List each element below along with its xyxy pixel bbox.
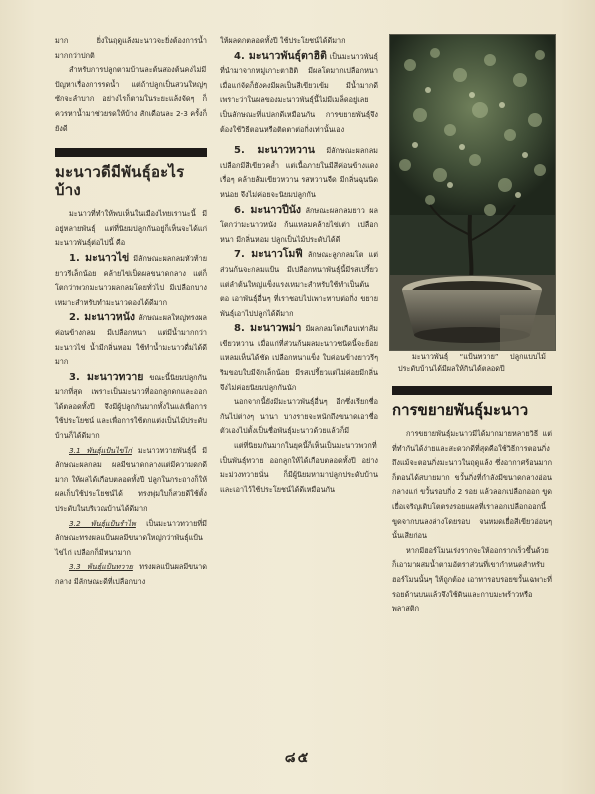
paragraph: มาก ยิ่งในฤดูแล้งมะนาวจะยิ่งต้องการน้ำมากกว่าปกติ bbox=[55, 36, 207, 60]
column-left bbox=[55, 34, 207, 590]
variety-8: 8. มะนาวพม่า มีผลกลมโตเกือบเท่าส้มเขียวหวาน เมื่อแก่ที่ส่วนก้นผลมะนาวชนิดนี้จะย้อยแหลมเห็นได้ชัด เปลือกหนาแข็ง ใบค่อนข้างยาวรีๆ ริมขอบใบมีจักเล็กน้อย มีรสเปรี้ยวแต่ไม่ค่อยมีกลิ่น จึงไม่ค่อยนิยมปลูกกันนัก bbox=[220, 322, 378, 392]
paragraph: ให้ผลดกตลอดทั้งปี ใช้ประโยชน์ได้ดีมาก bbox=[220, 36, 346, 45]
subvariety-3-1: 3.1 พันธุ์แป้นไข่ไก่ มะนาวทวายพันธุ์นี้ มีลักษณะผลกลม ผลมีขนาดกลางแต่มีความดกดีมาก ให้ผลได้เกือบตลอดทั้งปี ปลูกในกระถางก็ให้ผลเก็บใช้ประโยชน์ได้ ทรงพุ่มใบก็สวยดีใช้ตั้งประดับในบริเวณบ้านได้ดีมาก bbox=[55, 445, 208, 514]
variety-title: 8. มะนาวพม่า bbox=[234, 322, 302, 335]
column-middle bbox=[220, 34, 378, 497]
page-number: ๘๕ bbox=[284, 750, 311, 766]
section-heading: การขยายพันธุ์มะนาว bbox=[392, 401, 529, 419]
column-right bbox=[392, 34, 552, 617]
variety-2: 2. มะนาวหนัง ลักษณะผลใหญ่ทรงผลค่อนข้างกลม มีเปลือกหนา แต่มีน้ำมากกว่ามะนาวไข่ น้ำมีกลิ่นหอม ใช้ทำน้ำมะนาวดื่มได้ดีมาก bbox=[55, 311, 207, 367]
paragraph: นอกจากนี้ยังมีมะนาวพันธุ์อื่นๆ อีกซึ่งเรียกชื่อกันไปต่างๆ นานา บางรายจะหนักถึงขนาดเอาชื่อตัวเองไปตั้งเป็นชื่อพันธุ์มะนาวด้วยแล้วก็มี bbox=[220, 397, 378, 436]
section-heading: มะนาวดีมีพันธุ์อะไรบ้าง bbox=[55, 163, 185, 200]
paragraph: การขยายพันธุ์มะนาวมีได้มากมายหลายวิธี แต่ที่ทำกันได้ง่ายและสะดวกดีที่สุดคือใช้วิธีการตอนกิ่ง ถึงแม้จะตอนกิ่งมะนาวในฤดูแล้ง ซึ่งอากาศร้อนมากก็ตอนได้สบายมาก ขวั้นกิ่งที่กำลังมีขนาดกลางอ่อนกลางแก่ ขวั้นรอบกิ่ง 2 รอย แล้วลอกเปลือกออก ขูดเยื่อเจริญเติบโตตรงรอยแผลที่เราลอกเปลือกออกนี้ ขูดจากบนลงล่างโดยรอบ จนหมดเยื่อสีเขียวอ่อนๆ นั้นเสียก่อน bbox=[392, 429, 552, 541]
paragraph: มะนาวที่ทำให้พบเห็นในเมืองไทยเรานะนี้ มีอยู่หลายพันธุ์ แต่ที่นิยมปลูกกันอยู่ก็เห็นจะได้แก่มะนาวพันธุ์ต่อไปนี้ คือ bbox=[55, 209, 207, 248]
variety-title: 5. มะนาวหวาน bbox=[234, 144, 315, 157]
variety-title: 6. มะนาวปีนัง bbox=[234, 203, 302, 216]
variety-7: 7. มะนาวโมฟี ลักษณะลูกกลมโต แต่ส่วนก้นจะกลมแป้น มีเปลือกหนาพันธุ์นี้มีรสเปรี้ยว แต่ลำต้นใหญ่แข็งแรงเหมาะสำหรับใช้ทำเป็นต้นตอ เอาพันธุ์อื่นๆ ที่เราชอบไปเพาะทาบต่อกิ่ง ขยายพันธุ์เอาไปปลูกได้ดีมาก bbox=[220, 248, 378, 318]
variety-title: 7. มะนาวโมฟี bbox=[234, 248, 303, 261]
variety-3: 3. มะนาวทวาย ขณะนี้นิยมปลูกกันมากที่สุด เพราะเป็นมะนาวที่ออกลูกดกและออกได้ตลอดทั้งปี จึงมีผู้ปลูกกันมากทั้งในแง่เพื่อการใช้ประโยชน์ และเพื่อการใช้ตกแต่งเป็นไม้ประดับบ้านก็ได้ดีมาก bbox=[55, 370, 207, 441]
lime-tree-photo bbox=[389, 34, 556, 351]
variety-4: 4. มะนาวพันธุ์ตาฮิติ เป็นมะนาวพันธุ์ที่นำมาจากหมู่เกาะตาฮิติ มีผลโตมากเปลือกหนา เมื่อแก่จัดก็ยังคงมีผลเป็นสีเขียวเข้ม มีน้ำมากดี เพราะว่าในผลของมะนาวพันธุ์นี้ไม่มีเมล็ดอยู่เลย เป็นลักษณะที่แปลกดีเหมือนกัน การขยายพันธุ์จึงต้องใช้วิธีตอนหรือติดตาต่อกิ่งเท่านั้นเอง bbox=[220, 49, 378, 134]
variety-6: 6. มะนาวปีนัง ลักษณะผลกลมยาว ผลโตกว่ามะนาวหนัง ก้นแหลมคล้ายไข่เต่า เปลือกหนา มีกลิ่นหอม ปลูกเป็นไม้ประดับได้ดี bbox=[220, 203, 379, 244]
variety-title: 2. มะนาวหนัง bbox=[69, 311, 136, 324]
subvariety-3-2: 3.2 พันธุ์แป้นรำไพ เป็นมะนาวทวายที่มีลักษณะทรงผลแป้นผลมีขนาดใหญ่กว่าพันธุ์แป้นไข่ไก่ เปลือกก็มีหนามาก bbox=[55, 518, 207, 557]
section-divider-bar bbox=[392, 386, 552, 395]
subvariety-3-3: 3.3 พันธุ์แป้นทวาย ทรงผลแป้นผลมีขนาดกลาง มีลักษณะดีที่เปลือกบาง bbox=[55, 562, 207, 586]
variety-title: 4. มะนาวพันธุ์ตาฮิติ bbox=[234, 49, 327, 62]
paragraph: หากมีฮอร์โมนเร่งรากจะให้ออกรากเร็วขึ้นด้วย ก็เอามาผสมน้ำตามอัตราส่วนที่เขากำหนดสำหรับฮอร์โมนนั้นๆ ให้ถูกต้อง เอาทารอบรอยขวั้นเฉพาะที่รอยด้านบนแล้วจึงใช้ดินและกาบมะพร้าวหรือพลาสติก bbox=[392, 545, 552, 614]
section-divider-bar bbox=[55, 148, 207, 157]
variety-5: 5. มะนาวหวาน มีลักษณะผลกลม เปลือกมีสีเขียวคล้ำ แต่เนื้อภายในมีสีค่อนข้างแดงเรื่อๆ คล้ายส้มเขียวหวาน รสหวานจืด มีกลิ่นฉุนนิดหน่อย จึงไม่ค่อยจะนิยมปลูกกัน bbox=[220, 144, 378, 199]
variety-title: 1. มะนาวไข่ bbox=[69, 251, 130, 264]
variety-1: 1. มะนาวไข่ มีลักษณะผลกลมหัวท้ายยาวรีเล็กน้อย คล้ายไข่เป็ดผลขนาดกลาง แต่ก็โตกว่าพวกมะนาวผลกลมโดยทั่วไป มีเปลือกบาง เหมาะสำหรับทำมะนาวดองได้ดีมาก bbox=[55, 251, 207, 307]
paragraph: สำหรับการปลูกตามบ้านละต้นสองต้นคงไม่มีปัญหาเรื่องการรดน้ำ แต่ถ้าปลูกเป็นสวนใหญ่ๆ ซักจะลำบาก อย่างไรก็ตามในระยะแล้งจัดๆ ก็ควรหาน้ำมาช่วยรดให้บ้าง สักเดือนละ 2-3 ครั้งก็ยังดี bbox=[55, 65, 207, 133]
variety-title: 3. มะนาวทวาย bbox=[69, 370, 144, 383]
photo-caption: มะนาวพันธุ์ “แป้นทวาย” ปลูกแบบไม้ประดับบ้านได้มีผลให้กินได้ตลอดปี bbox=[398, 352, 546, 373]
lime-tree-illustration bbox=[390, 35, 555, 350]
paragraph: แต่ที่นิยมกันมากในยุคนี้ก็เห็นเป็นมะนาวพวกที่เป็นพันธุ์ทวาย ออกลูกให้ได้เกือบตลอดทั้งปี อย่างมะม่วงทวายนั่น ก็มีผู้นิยมหามาปลูกประดับบ้าน และเอาไว้ใช้ประโยชน์ได้ดีเหมือนกัน bbox=[220, 441, 378, 494]
